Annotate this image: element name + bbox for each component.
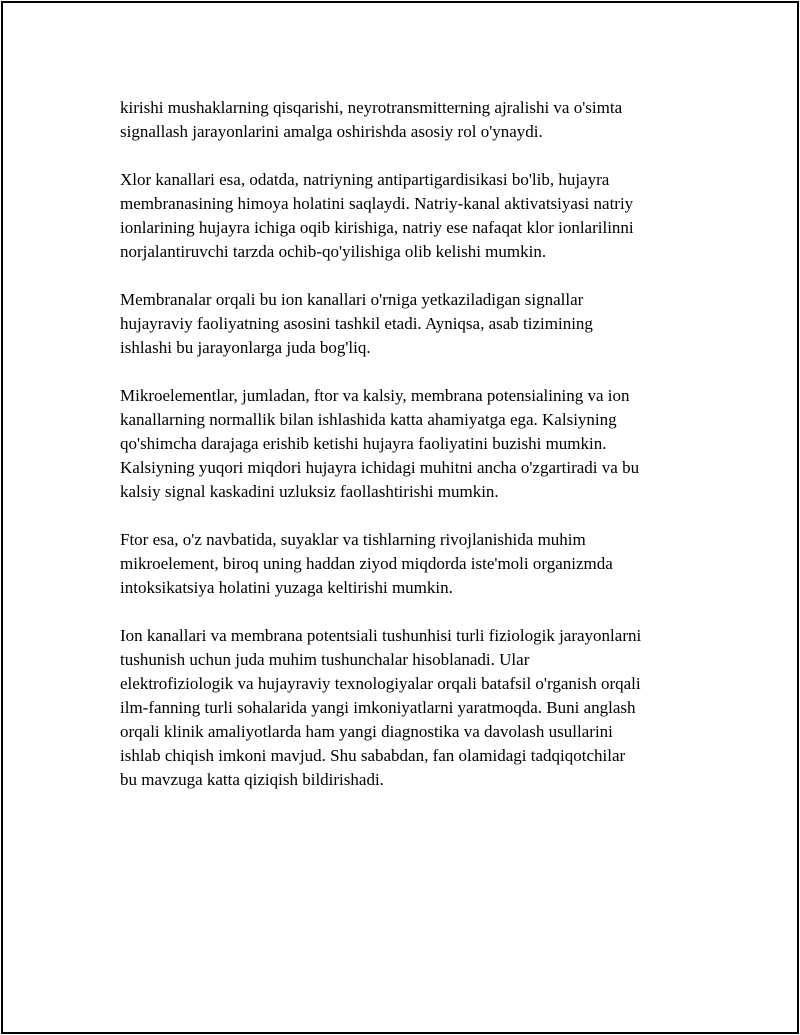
text-line: Kalsiyning yuqori miqdori hujayra ichidagi muhitni ancha o'zgartiradi va bu (120, 458, 640, 477)
text-line: ishlashi bu jarayonlarga juda bog'liq. (120, 338, 371, 357)
text-line: signallash jarayonlarini amalga oshirishda asosiy rol o'ynaydi. (120, 122, 543, 141)
paragraph-6 (120, 624, 700, 792)
text-line: elektrofiziologik va hujayraviy texnologiyalar orqali batafsil o'rganish orqali (120, 674, 641, 693)
text-line: ilm-fanning turli sohalarida yangi imkoniyatlarni yaratmoqda. Buni anglash (120, 698, 636, 717)
text-line: norjalantiruvchi tarzda ochib-qo'yilishiga olib kelishi mumkin. (120, 242, 547, 261)
paragraph-5 (120, 528, 700, 600)
text-line: qo'shimcha darajaga erishib ketishi hujayra faoliyatini buzishi mumkin. (120, 434, 607, 453)
text-line: Xlor kanallari esa, odatda, natriyning antipartigardisikasi bo'lib, hujayra (120, 170, 610, 189)
text-line: Mikroelementlar, jumladan, ftor va kalsiy, membrana potensialining va ion (120, 386, 630, 405)
text-line: ishlab chiqish imkoni mavjud. Shu sababdan, fan olamidagi tadqiqotchilar (120, 746, 626, 765)
paragraph-4 (120, 384, 700, 504)
document-body (120, 96, 700, 816)
text-line: orqali klinik amaliyotlarda ham yangi diagnostika va davolash usullarini (120, 722, 613, 741)
text-line: Ion kanallari va membrana potentsiali tushunhisi turli fiziologik jarayonlarni (120, 626, 642, 645)
text-line: kalsiy signal kaskadini uzluksiz faollashtirishi mumkin. (120, 482, 499, 501)
text-line: ionlarining hujayra ichiga oqib kirishiga, natriy ese nafaqat klor ionlarilinni (120, 218, 634, 237)
text-line: hujayraviy faoliyatning asosini tashkil etadi. Ayniqsa, asab tizimining (120, 314, 593, 333)
text-line: kanallarning normallik bilan ishlashida katta ahamiyatga ega. Kalsiyning (120, 410, 617, 429)
document-page (1, 1, 799, 1034)
text-line: Membranalar orqali bu ion kanallari o'rniga yetkaziladigan signallar (120, 290, 584, 309)
paragraph-2 (120, 168, 700, 264)
text-line: intoksikatsiya holatini yuzaga keltirishi mumkin. (120, 578, 453, 597)
text-line: mikroelement, biroq uning haddan ziyod miqdorda iste'moli organizmda (120, 554, 613, 573)
text-line: bu mavzuga katta qiziqish bildirishadi. (120, 770, 384, 789)
text-line: Ftor esa, o'z navbatida, suyaklar va tishlarning rivojlanishida muhim (120, 530, 586, 549)
paragraph-1 (120, 96, 700, 144)
text-line: membranasining himoya holatini saqlaydi. Natriy-kanal aktivatsiyasi natriy (120, 194, 634, 213)
text-line: tushunish uchun juda muhim tushunchalar hisoblanadi. Ular (120, 650, 530, 669)
text-line: kirishi mushaklarning qisqarishi, neyrotransmitterning ajralishi va o'simta (120, 98, 623, 117)
paragraph-3 (120, 288, 700, 360)
